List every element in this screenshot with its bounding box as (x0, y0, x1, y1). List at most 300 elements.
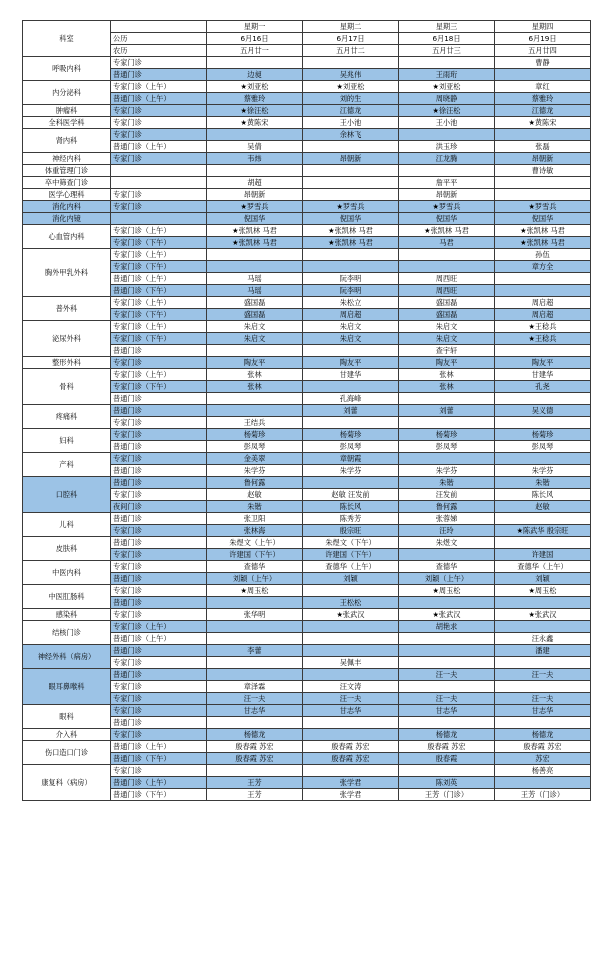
department-name: 中医内科 (23, 561, 111, 585)
doctor-cell: 殷春霞 苏宏 (303, 753, 399, 765)
doctor-cell: ★王稔兵 (495, 321, 591, 333)
doctor-cell: 孔海峰 (303, 393, 399, 405)
table-row (23, 741, 591, 753)
doctor-cell: 孔尧 (495, 381, 591, 393)
doctor-cell: 张学君 (303, 777, 399, 789)
doctor-cell: 查德华 (399, 561, 495, 573)
department-name: 眼科 (23, 705, 111, 729)
doctor-cell (495, 69, 591, 81)
table-row (23, 201, 591, 213)
doctor-cell: 金美翠 (207, 453, 303, 465)
doctor-cell: 汪玲 (399, 525, 495, 537)
doctor-cell (207, 405, 303, 417)
doctor-cell: 殷春霞 苏宏 (303, 741, 399, 753)
department-name: 普外科 (23, 297, 111, 321)
clinic-type: 专家门诊 (111, 525, 207, 537)
doctor-cell: ★周玉松 (399, 585, 495, 597)
doctor-cell: 杨菊珍 (303, 429, 399, 441)
doctor-cell: 盛国磊 (207, 309, 303, 321)
doctor-cell: 汪一夫 (399, 693, 495, 705)
weekday-wed: 星期三 (399, 21, 495, 33)
doctor-cell (495, 393, 591, 405)
doctor-cell: 朱启文 (303, 333, 399, 345)
doctor-cell: 章朝霞 (303, 453, 399, 465)
clinic-type: 专家门诊 (111, 705, 207, 717)
doctor-cell: 苏宏 (495, 753, 591, 765)
doctor-cell: 朱启文 (399, 321, 495, 333)
doctor-cell: 刘颖（上午） (207, 573, 303, 585)
weekday-row (23, 21, 591, 33)
doctor-cell: 张林 (207, 369, 303, 381)
doctor-cell: 殷春霞 苏宏 (399, 741, 495, 753)
doctor-cell (303, 261, 399, 273)
gregorian-date: 6月19日 (495, 33, 591, 45)
doctor-cell: 张磊 (495, 141, 591, 153)
department-name: 肾内科 (23, 129, 111, 153)
doctor-cell (399, 249, 495, 261)
doctor-cell (303, 141, 399, 153)
doctor-cell: 江德龙 (495, 105, 591, 117)
doctor-cell: ★张武汉 (495, 609, 591, 621)
doctor-cell: ★张凯林 马君 (207, 237, 303, 249)
doctor-cell (303, 729, 399, 741)
doctor-cell: 吴兆伟 (303, 69, 399, 81)
doctor-cell (399, 393, 495, 405)
gregorian-label: 公历 (111, 33, 207, 45)
doctor-cell: 张学君 (303, 789, 399, 801)
doctor-cell: 许建国 (495, 549, 591, 561)
doctor-cell: 殷宗旺 (303, 525, 399, 537)
department-name: 眼耳鼻喉科 (23, 669, 111, 705)
doctor-cell: 刘蕾 (399, 405, 495, 417)
doctor-cell: 张林 (399, 381, 495, 393)
department-name: 感染科 (23, 609, 111, 621)
department-name: 口腔科 (23, 477, 111, 513)
doctor-cell: 彭凤琴 (399, 441, 495, 453)
doctor-cell: ★罗雪兵 (207, 201, 303, 213)
doctor-cell: ★张武汉 (399, 609, 495, 621)
table-row (23, 765, 591, 777)
doctor-cell (207, 261, 303, 273)
doctor-cell: 昂朝新 (495, 153, 591, 165)
table-row (23, 177, 591, 189)
doctor-cell (207, 621, 303, 633)
doctor-cell: 王松松 (303, 597, 399, 609)
gregorian-date: 6月17日 (303, 33, 399, 45)
doctor-cell: 朱锴 (399, 477, 495, 489)
table-row (23, 645, 591, 657)
doctor-cell: 章方全 (495, 261, 591, 273)
table-row (23, 429, 591, 441)
clinic-type: 专家门诊（下午） (111, 237, 207, 249)
table-row (23, 165, 591, 177)
doctor-cell (207, 633, 303, 645)
doctor-cell (399, 597, 495, 609)
clinic-type: 专家门诊 (111, 657, 207, 669)
clinic-type: 专家门诊 (111, 201, 207, 213)
doctor-cell: 朱煜文（下午） (303, 537, 399, 549)
doctor-cell: 查德华（上午） (495, 561, 591, 573)
clinic-type: 专家门诊 (111, 417, 207, 429)
department-name: 儿科 (23, 513, 111, 537)
doctor-cell (399, 261, 495, 273)
doctor-cell: 陶友平 (207, 357, 303, 369)
doctor-cell: ★罗雪兵 (303, 201, 399, 213)
table-row (23, 561, 591, 573)
table-row (23, 321, 591, 333)
doctor-cell (207, 765, 303, 777)
clinic-type: 普通门诊（上午） (111, 777, 207, 789)
department-name: 心血管内科 (23, 225, 111, 249)
doctor-cell: 许建国（下午） (207, 549, 303, 561)
doctor-cell: 倪国华 (207, 213, 303, 225)
doctor-cell: 江龙腾 (399, 153, 495, 165)
doctor-cell (495, 777, 591, 789)
doctor-cell: 杨德龙 (399, 729, 495, 741)
doctor-cell: 陶友平 (399, 357, 495, 369)
clinic-type: 专家门诊（上午） (111, 321, 207, 333)
doctor-cell: 李蕾 (207, 645, 303, 657)
department-name: 结核门诊 (23, 621, 111, 645)
lunar-date: 五月廿二 (303, 45, 399, 57)
doctor-cell: 王结兵 (207, 417, 303, 429)
doctor-cell: 昂朝新 (399, 189, 495, 201)
clinic-type: 专家门诊 (111, 729, 207, 741)
table-row (23, 297, 591, 309)
doctor-cell: 查德华 (207, 561, 303, 573)
doctor-cell (399, 717, 495, 729)
dept-header: 科室 (23, 21, 111, 57)
doctor-cell: 杨德龙 (495, 729, 591, 741)
doctor-cell: 许建国（下午） (303, 549, 399, 561)
clinic-type: 专家门诊 (111, 105, 207, 117)
department-name: 全科医学科 (23, 117, 111, 129)
doctor-cell (207, 57, 303, 69)
table-row (23, 669, 591, 681)
doctor-cell: 鲁何露 (207, 477, 303, 489)
clinic-type: 专家门诊（上午） (111, 297, 207, 309)
doctor-cell: 张华明 (207, 609, 303, 621)
clinic-type: 普通门诊（上午） (111, 273, 207, 285)
doctor-cell: 张林 (399, 369, 495, 381)
doctor-cell: 赵敏 (495, 501, 591, 513)
department-name: 泌尿外科 (23, 321, 111, 357)
doctor-cell: ★张凯林 马君 (303, 237, 399, 249)
doctor-cell: 朱煜文 (399, 537, 495, 549)
clinic-type: 专家门诊 (111, 585, 207, 597)
clinic-type: 专家门诊 (111, 189, 207, 201)
doctor-cell (399, 129, 495, 141)
doctor-cell: 蔡雅玲 (207, 93, 303, 105)
doctor-cell: 朱煜文（上午） (207, 537, 303, 549)
doctor-cell: 汪一夫 (303, 693, 399, 705)
lunar-date: 五月廿一 (207, 45, 303, 57)
doctor-cell (495, 345, 591, 357)
doctor-cell: 盛国磊 (207, 297, 303, 309)
doctor-cell (207, 717, 303, 729)
doctor-cell (303, 765, 399, 777)
doctor-cell (303, 177, 399, 189)
clinic-type: 普通门诊 (111, 669, 207, 681)
doctor-cell: ★张凯林 马君 (495, 225, 591, 237)
table-row (23, 129, 591, 141)
doctor-cell (399, 453, 495, 465)
doctor-cell: 甘建华 (303, 369, 399, 381)
doctor-cell: 陶友平 (303, 357, 399, 369)
doctor-cell (207, 165, 303, 177)
schedule-body (23, 21, 591, 801)
doctor-cell: 甘志华 (303, 705, 399, 717)
doctor-cell: 张卫阳 (207, 513, 303, 525)
doctor-cell: 周西旺 (399, 273, 495, 285)
doctor-cell: 鲁何露 (399, 501, 495, 513)
doctor-cell (399, 57, 495, 69)
department-name: 神经内科 (23, 153, 111, 165)
doctor-cell: 刘颖 (303, 573, 399, 585)
doctor-cell: 倪国华 (303, 213, 399, 225)
gregorian-date: 6月16日 (207, 33, 303, 45)
doctor-cell: 章泽霖 (207, 681, 303, 693)
clinic-type: 普通门诊（下午） (111, 753, 207, 765)
doctor-cell: 吴倩 (207, 141, 303, 153)
doctor-cell: 殷春霞 苏宏 (207, 753, 303, 765)
clinic-type: 专家门诊（下午） (111, 309, 207, 321)
doctor-cell: 朱学芬 (495, 465, 591, 477)
doctor-cell: 刘的生 (303, 93, 399, 105)
department-name: 神经外科（病房） (23, 645, 111, 669)
clinic-type (111, 213, 207, 225)
doctor-cell: 朱锴 (207, 501, 303, 513)
doctor-cell (303, 57, 399, 69)
clinic-type: 普通门诊 (111, 465, 207, 477)
department-name: 中医肛肠科 (23, 585, 111, 609)
doctor-cell: 朱学芬 (207, 465, 303, 477)
doctor-cell (303, 621, 399, 633)
table-row (23, 513, 591, 525)
clinic-type: 专家门诊（上午） (111, 81, 207, 93)
department-name: 消化内科 (23, 201, 111, 213)
table-row (23, 225, 591, 237)
doctor-cell: 陈秀芳 (303, 513, 399, 525)
clinic-type: 专家门诊 (111, 117, 207, 129)
clinic-type: 普通门诊 (111, 393, 207, 405)
doctor-cell: 殷春霞 苏宏 (207, 741, 303, 753)
doctor-cell (207, 393, 303, 405)
table-row (23, 369, 591, 381)
doctor-cell: ★黄陈宋 (495, 117, 591, 129)
doctor-cell: 周启超 (495, 309, 591, 321)
department-name: 肿瘤科 (23, 105, 111, 117)
doctor-cell: 朱松立 (303, 297, 399, 309)
doctor-cell: 韦炜 (207, 153, 303, 165)
doctor-cell: ★黄陈宋 (207, 117, 303, 129)
doctor-cell: ★张凯林 马君 (495, 237, 591, 249)
table-row (23, 585, 591, 597)
gregorian-date: 6月18日 (399, 33, 495, 45)
table-row (23, 357, 591, 369)
lunar-label: 农历 (111, 45, 207, 57)
doctor-cell (303, 645, 399, 657)
doctor-cell (207, 657, 303, 669)
doctor-cell (495, 597, 591, 609)
doctor-cell: 赵敏 汪发前 (303, 489, 399, 501)
clinic-type: 专家门诊 (111, 357, 207, 369)
doctor-cell (303, 717, 399, 729)
doctor-cell: 吴义德 (495, 405, 591, 417)
doctor-cell (303, 381, 399, 393)
doctor-cell: 汪一夫 (495, 693, 591, 705)
doctor-cell (399, 657, 495, 669)
table-row (23, 621, 591, 633)
doctor-cell (303, 417, 399, 429)
doctor-cell: 阮李明 (303, 273, 399, 285)
doctor-cell: ★徐汪松 (207, 105, 303, 117)
doctor-cell: ★王稔兵 (495, 333, 591, 345)
doctor-cell: 朱启文 (399, 333, 495, 345)
doctor-cell: 殷春霞 苏宏 (495, 741, 591, 753)
clinic-type: 普通门诊（下午） (111, 789, 207, 801)
clinic-type: 专家门诊 (111, 549, 207, 561)
doctor-cell: 王小池 (399, 117, 495, 129)
doctor-cell: ★周玉松 (495, 585, 591, 597)
doctor-cell: 陈刘英 (399, 777, 495, 789)
doctor-cell: 朱启文 (207, 321, 303, 333)
clinic-type: 专家门诊（下午） (111, 333, 207, 345)
department-name: 妇科 (23, 429, 111, 453)
department-name: 消化内镜 (23, 213, 111, 225)
doctor-cell: ★徐汪松 (399, 105, 495, 117)
doctor-cell (303, 585, 399, 597)
department-name: 卒中筛查门诊 (23, 177, 111, 189)
doctor-cell (495, 453, 591, 465)
doctor-cell: 朱学芬 (399, 465, 495, 477)
doctor-cell (399, 417, 495, 429)
doctor-cell (399, 765, 495, 777)
table-row (23, 213, 591, 225)
clinic-type: 普通门诊 (111, 717, 207, 729)
table-row (23, 189, 591, 201)
doctor-cell: 杨德龙 (207, 729, 303, 741)
table-row (23, 537, 591, 549)
doctor-cell: 王雨珩 (399, 69, 495, 81)
doctor-cell: 刘颖（上午） (399, 573, 495, 585)
clinic-type: 专家门诊 (111, 693, 207, 705)
doctor-cell: 查德华（上午） (303, 561, 399, 573)
doctor-cell: 胡超 (207, 177, 303, 189)
department-name: 内分泌科 (23, 81, 111, 105)
doctor-cell (399, 645, 495, 657)
doctor-cell (399, 549, 495, 561)
clinic-type: 专家门诊 (111, 57, 207, 69)
doctor-cell: 蔡雅玲 (495, 93, 591, 105)
doctor-cell: ★陈武华 殷宗旺 (495, 525, 591, 537)
doctor-cell (303, 345, 399, 357)
table-row (23, 705, 591, 717)
clinic-type (111, 177, 207, 189)
table-row (23, 609, 591, 621)
clinic-type: 普通门诊 (111, 441, 207, 453)
clinic-type: 普通门诊（上午） (111, 141, 207, 153)
doctor-cell: 彭凤琴 (495, 441, 591, 453)
doctor-cell: 詹平平 (399, 177, 495, 189)
clinic-type: 专家门诊 (111, 153, 207, 165)
doctor-cell: 王芳（门诊） (495, 789, 591, 801)
table-row (23, 405, 591, 417)
clinic-type: 专家门诊 (111, 765, 207, 777)
doctor-cell: 杨善亮 (495, 765, 591, 777)
department-name: 伤口造口门诊 (23, 741, 111, 765)
clinic-type: 专家门诊 (111, 129, 207, 141)
doctor-cell (207, 129, 303, 141)
doctor-cell (495, 537, 591, 549)
clinic-type: 专家门诊 (111, 561, 207, 573)
clinic-type: 专家门诊 (111, 453, 207, 465)
doctor-cell: ★罗雪兵 (495, 201, 591, 213)
lunar-date: 五月廿四 (495, 45, 591, 57)
table-row (23, 729, 591, 741)
clinic-type: 专家门诊 (111, 609, 207, 621)
doctor-cell: 彭凤琴 (207, 441, 303, 453)
clinic-type: 普通门诊 (111, 537, 207, 549)
doctor-cell (495, 717, 591, 729)
clinic-type: 专家门诊（下午） (111, 261, 207, 273)
doctor-cell (399, 681, 495, 693)
table-row (23, 105, 591, 117)
clinic-type: 普通门诊 (111, 597, 207, 609)
weekday-mon: 星期一 (207, 21, 303, 33)
doctor-cell: 曹静 (495, 57, 591, 69)
doctor-cell: ★周玉松 (207, 585, 303, 597)
doctor-cell: 洪玉珍 (399, 141, 495, 153)
doctor-cell: 江德龙 (303, 105, 399, 117)
doctor-cell: ★张凯林 马君 (303, 225, 399, 237)
doctor-cell: 甘志华 (207, 705, 303, 717)
clinic-type: 专家门诊 (111, 681, 207, 693)
doctor-cell (303, 165, 399, 177)
doctor-cell: 朱启文 (303, 321, 399, 333)
doctor-cell: 周启超 (303, 309, 399, 321)
doctor-cell: ★罗雪兵 (399, 201, 495, 213)
doctor-cell: 章红 (495, 81, 591, 93)
clinic-type: 普通门诊 (111, 405, 207, 417)
clinic-type: 普通门诊（上午） (111, 633, 207, 645)
doctor-cell (303, 477, 399, 489)
doctor-cell: 汪发前 (399, 489, 495, 501)
doctor-cell: 曹诗敏 (495, 165, 591, 177)
doctor-cell: 王芳 (207, 789, 303, 801)
clinic-type (111, 165, 207, 177)
doctor-cell: 杨菊珍 (207, 429, 303, 441)
doctor-cell: ★刘亚松 (303, 81, 399, 93)
doctor-cell (495, 657, 591, 669)
doctor-cell: 王芳 (207, 777, 303, 789)
doctor-cell: ★张凯林 马君 (399, 225, 495, 237)
doctor-cell: 周西旺 (399, 285, 495, 297)
doctor-cell: 刘蕾 (303, 405, 399, 417)
table-row (23, 453, 591, 465)
department-name: 骨科 (23, 369, 111, 405)
doctor-cell (495, 621, 591, 633)
weekday-tue: 星期二 (303, 21, 399, 33)
doctor-cell: 汪文涛 (303, 681, 399, 693)
department-name: 疼痛科 (23, 405, 111, 429)
table-row (23, 153, 591, 165)
clinic-type: 专家门诊（上午） (111, 621, 207, 633)
department-name: 胸外甲乳外科 (23, 249, 111, 297)
clinic-type: 普通门诊 (111, 69, 207, 81)
doctor-cell (495, 681, 591, 693)
doctor-cell (495, 177, 591, 189)
